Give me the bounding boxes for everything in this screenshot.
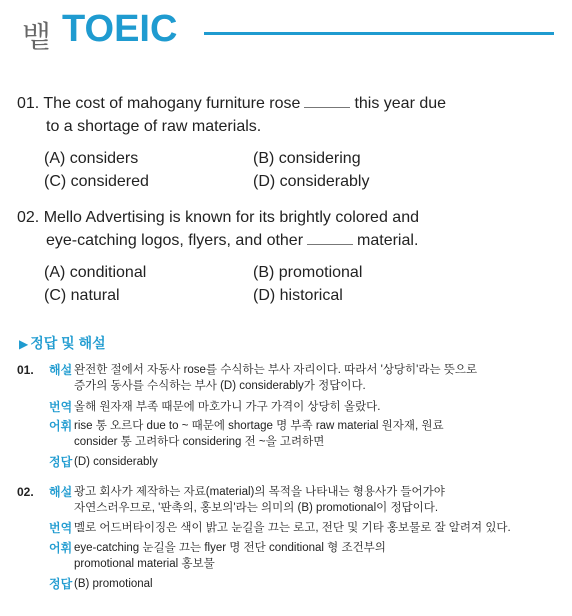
question-number: 01. <box>17 95 40 112</box>
question-number: 02. <box>17 209 40 226</box>
option-a[interactable]: (A) conditional <box>44 264 147 281</box>
answer-text: (D) considerably <box>74 456 158 468</box>
option-c[interactable]: (C) considered <box>44 173 149 190</box>
explanation-text: 완전한 절에서 자동사 rose를 수식하는 부사 자리이다. 따라서 '상당히'라는 뜻으로 증가의 동사를 수식하는 부사 (D) considerably가 정답이다. <box>74 364 478 392</box>
translation-label: 번역 <box>49 400 73 414</box>
translation-text: 올해 원자재 부족 때문에 마호가니 가구 가격이 상당히 올랐다. <box>74 401 381 413</box>
question-1 <box>17 92 557 138</box>
option-a[interactable]: (A) considers <box>44 150 139 167</box>
answer-number: 01. <box>17 363 34 377</box>
translation-label: 번역 <box>49 521 73 535</box>
answer-section-title: ▶ 정답 및 해설 <box>19 335 106 351</box>
vocab-text: eye-catching 눈길을 끄는 flyer 명 전단 conditional 형 조건부의 promotional material 홍보물 <box>74 542 386 570</box>
answer-blank <box>307 243 353 245</box>
answer-blank <box>304 106 350 108</box>
question-text: to a shortage of raw materials. <box>46 118 262 135</box>
question-text: eye-catching logos, flyers, and other <box>46 232 304 249</box>
answer-label: 정답 <box>49 577 73 591</box>
explanation-label: 해설 <box>49 485 73 499</box>
question-text: Mello Advertising is known for its brightly colored and <box>43 209 419 226</box>
translation-text: 멜로 어드버타이징은 색이 밝고 눈길을 끄는 로고, 전단 및 기타 홍보물로 잘 알려져 있다. <box>74 522 511 534</box>
answer-number: 02. <box>17 485 34 499</box>
question-2 <box>17 206 557 252</box>
question-text: material. <box>357 232 419 249</box>
triangle-icon: ▶ <box>19 337 29 351</box>
answer-label: 정답 <box>49 455 73 469</box>
explanation-text: 광고 회사가 제작하는 자료(material)의 목적을 나타내는 형용사가 들어가야 자연스러우므로, '판촉의, 홍보의'라는 의미의 (B) promotional이 정답이다. <box>74 486 445 514</box>
answer-1 <box>17 362 557 472</box>
explanation-label: 해설 <box>49 363 73 377</box>
page-title: TOEIC <box>62 8 178 50</box>
vocab-label: 어휘 <box>49 541 73 555</box>
page-header <box>22 8 562 55</box>
header-prefix: 뱉 <box>22 20 51 55</box>
answer-text: (B) promotional <box>74 578 153 590</box>
question-2-line-2 <box>17 229 557 252</box>
vocab-text: rise 통 오르다 due to ~ 때문에 shortage 명 부족 raw material 원자재, 원료 consider 통 고려하다 considering 전 ~을 고려하면 <box>74 420 444 448</box>
question-2-options <box>44 261 524 307</box>
question-1-options <box>44 147 524 193</box>
option-c[interactable]: (C) natural <box>44 287 120 304</box>
header-rule <box>204 32 554 35</box>
question-1-line-1 <box>17 92 557 115</box>
question-text: The cost of mahogany furniture rose <box>43 95 301 112</box>
answer-2 <box>17 484 557 594</box>
vocab-label: 어휘 <box>49 419 73 433</box>
option-b[interactable]: (B) considering <box>253 150 361 167</box>
option-d[interactable]: (D) historical <box>253 287 343 304</box>
option-d[interactable]: (D) considerably <box>253 173 370 190</box>
option-b[interactable]: (B) promotional <box>253 264 363 281</box>
question-2-line-1 <box>17 206 557 229</box>
question-text: this year due <box>354 95 447 112</box>
